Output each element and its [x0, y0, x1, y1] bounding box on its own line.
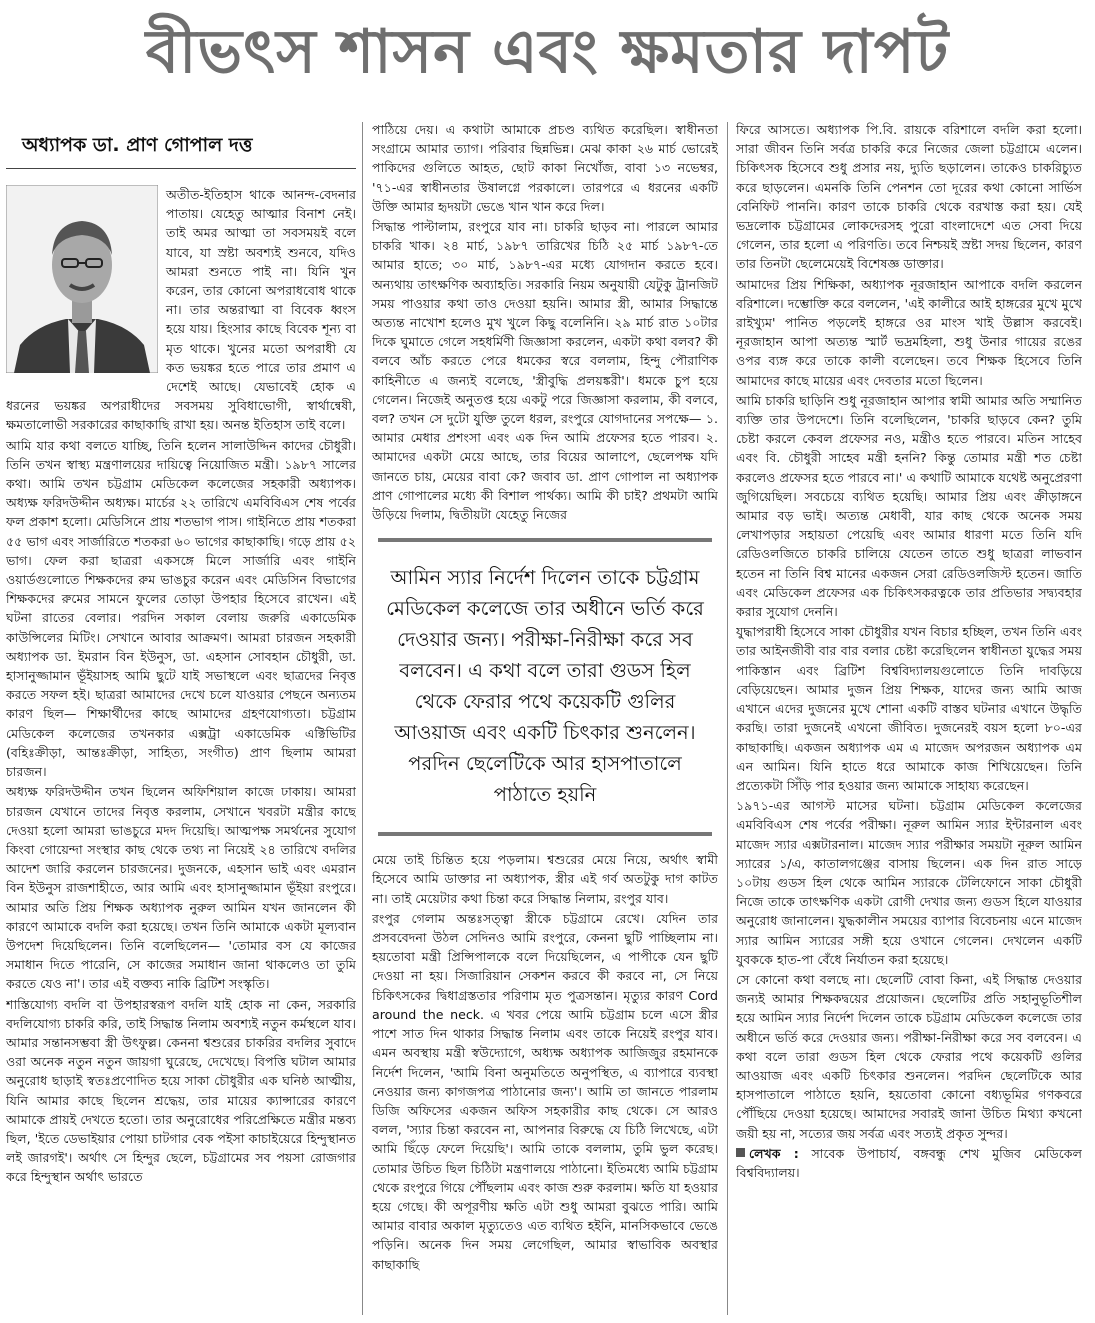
- column-divider: [362, 122, 363, 1315]
- author-photo: [6, 185, 158, 373]
- paragraph: শাস্তিযোগ্য বদলি বা উপহারস্বরূপ বদলি যাই হোক না কেন, সরকারি বদলিযোগ্য চাকরি করি, তাই সিদ্ধান্ত নিলাম অবশ্যই নতুন কর্মস্থলে যাব। আমার সন্তানসম্ভবা স্ত্রী উৎফুল্ল। কেননা শ্বশুরের চাকরির বদলির সুবাদে ওরা অনেক নতুন নতুন জায়গা ঘুরেছে, দেখেছে। বিপত্তি ঘটাল আমার অনুরোধ ছাড়াই স্বতঃপ্রণোদিত হয়ে সাকা চৌধুরীর এক ঘনিষ্ঠ আত্মীয়, যিনি আমার কাছে ছিলেন শ্রদ্ধেয়, তার মায়ের ক্যান্সারের কারণে আমাকে প্রায়ই দেখতে হতো। তার অনুরোধের পরিপ্রেক্ষিতে মন্ত্রীর মন্তব্য ছিল, 'ইতে ডেভাইয়ার পোয়া চাটগার বেক পইসা কাচাইয়েরে হিন্দুস্থানত লই জারগই'। অর্থাৎ সে হিন্দুর ছেলে, চট্টগ্রামের সব পয়সা রোজগার করে হিন্দুস্থান অর্থাৎ ভারতে: [6, 996, 356, 1185]
- article-column-3: [736, 120, 1082, 1315]
- article-column-2: [372, 120, 718, 1315]
- paragraph: ১৯৭১-এর আগস্ট মাসের ঘটনা। চট্টগ্রাম মেডিকেল কলেজের এমবিবিএস শেষ পর্বের পরীক্ষা। নূরুল আমিন স্যার ইন্টারনাল এবং মাজেদ স্যার এক্সটারনাল। মাজেদ স্যার পরীক্ষার সময়টা নূরুল আমিন স্যারের ১/এ, কাতালগঞ্জের বাসায় ছিলেন। এক দিন রাত সাড়ে ১০টায় গুডস হিল থেকে আমিন স্যারকে টেলিফোনে সাকা চৌধুরী নিজে তাকে তাৎক্ষণিক একটা রোগী দেখার জন্য গুডস হিলে যাওয়ার অনুরোধ জানালেন। যুদ্ধকালীন সময়ের ব্যাপার বিবেচনায় এনে মাজেদ স্যার আমিন স্যারের সঙ্গী হয়ে ওখানে গেলেন। দেখলেন একটি যুবককে হাত-পা বেঁধে নির্যাতন করা হয়েছে।: [736, 798, 1082, 967]
- column-divider: [727, 122, 728, 1315]
- square-bullet-icon: [736, 1148, 745, 1157]
- pull-quote: আমিন স্যার নির্দেশ দিলেন তাকে চট্টগ্রাম মেডিকেল কলেজে তার অধীনে ভর্তি করে দেওয়ার জন্য। পরীক্ষা-নিরীক্ষা করে সব বলবেন। এ কথা বলে তারা গুডস হিল থেকে ফেরার পথে কয়েকটি গুলির আওয়াজ এবং একটি চিৎকার শুনলেন। পরদিন ছেলেটিকে আর হাসপাতালে পাঠাতে হয়নি: [378, 538, 712, 836]
- paragraph: আমি চাকরি ছাড়িনি শুধু নূরজাহান আপার স্বামী আমার অতি সম্মানিত ব্যক্তি তার উপদেশে। তিনি বলেছিলেন, 'চাকরি ছাড়বে কেন? তুমি চেষ্টা করলে কেবল প্রফেসর নও, মন্ত্রীও হতে পারবে। মতিন সাহেব এবং বি. চৌধুরী সাহেব মন্ত্রী হননি? কিন্তু তোমার মন্ত্রী শত চেষ্টা করলেও প্রফেসর হতে পারবে না।' এ কথাটি আমাকে যথেষ্ট অনুপ্রেরণা জুগিয়েছিল। সবচেয়ে ব্যথিত হয়েছি। আমার প্রিয় এবং ক্রীড়াঙ্গনে আমার বড় ভাই। অত্যন্ত মেধাবী, যার কাছ থেকে অনেক সময় লেখাপড়ার সহায়তা পেয়েছি এবং আমার ধারণা মতে তিনি যদি রেডিওলজিতে চাকরি চালিয়ে যেতেন তাতে শুধু ছাত্ররা লাভবান হতেন না তিনি বিশ্ব মানের একজন সেরা রেডিওলজিস্ট হতেন। জাতি এবং মেডিকেল প্রফেসর এক চিকিৎসকরত্নকে তার প্রতিভার সদ্ব্যবহার করার সুযোগ দেননি।: [736, 392, 1082, 620]
- paragraph: অধ্যক্ষ ফরিদউদ্দীন তখন ছিলেন অফিশিয়াল কাজে ঢাকায়। আমরা চারজন যেখানে তাদের নিবৃত্ত করলাম, সেখানে খবরটা মন্ত্রীর কাছে দেওয়া হলো আমরা ভাঙচুরে মদদ দিয়েছি। আত্মপক্ষ সমর্থনের সুযোগ কিংবা গোয়েন্দা সংস্থার কাছ থেকে তথ্য না নিয়েই ২৪ তারিখে বদলির আদেশ জারি করলেন চারজনের। দুজনকে, এহসান ভাই এবং এমরান বিন ইউনুস রাজশাহীতে, আর আমি এবং হাসানুজ্জামান ভূঁইয়া রংপুরে। আমার অতি প্রিয় শিক্ষক অধ্যাপক নুরুল আমিন যখন জানলেন কী কারণে আমাকে বদলি করা হয়েছে। তখন তিনি আমাকে একটা মূল্যবান উপদেশ দিয়েছিলেন। তিনি বলেছিলেন— 'তোমার বস যে কাজের সমাধান দিতে পারেনি, সে কাজের সমাধান জানা থাকলেও তা তুমি করতে যেও না'। তার এই বক্তব্য নাকি ব্রিটিশ সংস্কৃতি।: [6, 784, 356, 992]
- headline: বীভৎস শাসন এবং ক্ষমতার দাপট: [145, 17, 950, 87]
- paragraph: আমাদের প্রিয় শিক্ষিকা, অধ্যাপক নূরজাহান আপাকে বদলি করলেন বরিশালে। দম্ভোক্তি করে বললেন, 'এই কালীরে আই হাঙ্গরের মুখে মুখে রাইখ্যুম' পানিত পড়লেই হাঙ্গরে ওর মাংস খাই উল্লাস করবেই। নূরজাহান আপা অত্যন্ত স্মার্ট ভদ্রমহিলা, শুধু উনার গায়ের রঙের ওপর ব্যঙ্গ করে তাকে কালী বলেছেন। তবে শিক্ষক হিসেবে তিনি আমাদের কাছে মায়ের এবং দেবতার মতো ছিলেন।: [736, 276, 1082, 388]
- paragraph: মেয়ে তাই চিন্তিত হয়ে পড়লাম। শ্বশুরের মেয়ে নিয়ে, অর্থাৎ স্বামী হিসেবে আমি ডাক্তার না অধ্যাপক, স্ত্রীর এই গর্ব অতটুকু দাগ কাটত না। তাই মেয়েটার কথা চিন্তা করে সিদ্ধান্ত নিলাম, রংপুর যাব।: [372, 852, 718, 906]
- author-note-label: লেখক :: [749, 1145, 799, 1161]
- paragraph: পাঠিয়ে দেয়। এ কথাটা আমাকে প্রচণ্ড ব্যথিত করেছিল। স্বাধীনতা সংগ্রামে আমার ত্যাগ। পরিবার ছিন্নভিন্ন। মেঝ কাকা ২৬ মার্চ ভোরেই পাকিদের গুলিতে আহত, ছোট কাকা নিখোঁজ, বাবা ১৩ নভেম্বর, '৭১-এর স্বাধীনতার উষালগ্নে পরকালে। তারপরে এ ধরনের একটি উক্তি আমার হৃদয়টা ভেঙে খান খান করে দিল।: [372, 122, 718, 214]
- article-column-1: [6, 120, 356, 1315]
- author-note-text: সাবেক উপাচার্য, বঙ্গবন্ধু শেখ মুজিব মেডিকেল বিশ্ববিদ্যালয়।: [736, 1145, 1082, 1180]
- paragraph: রংপুর গেলাম অন্তঃসত্ত্বা স্ত্রীকে চট্টগ্রামে রেখে। যেদিন তার প্রসববেদনা উঠল সেদিনও আমি রংপুরে, কেননা ছুটি পাচ্ছিলাম না। হয়তোবা মন্ত্রী প্রিন্সিপালকে বলে দিয়েছিলেন, এ পাপীকে যেন ছুটি দেওয়া না হয়। সিজারিয়ান সেকশন করবে কী করবে না, সে নিয়ে চিকিৎসকের দ্বিধাগ্রস্ততার পরিণাম মৃত পুত্রসন্তান। মৃত্যুর কারণ Cord around the neck. এ খবর পেয়ে আমি চট্টগ্রাম চলে এসে স্ত্রীর পাশে সাত দিন থাকার সিদ্ধান্ত নিলাম এবং তাকে নিয়েই রংপুর যাব। এমন অবস্থায় মন্ত্রী স্বউদ্যোগে, অধ্যক্ষ অধ্যাপক আজিজুর রহমানকে নির্দেশ দিলেন, 'আমি বিনা অনুমতিতে অনুপস্থিত, এ ব্যাপারে ব্যবস্থা নেওয়ার জন্য কাগজপত্র পাঠানোর জন্য'। আমি তা জানতে পারলাম ডিজি অফিসের একজন অফিস সহকারীর কাছ থেকে। সে আরও বলল, 'স্যার চিন্তা করবেন না, আপনার বিরুদ্ধে যে চিঠি লিখেছে, এটা আমি ছিঁড়ে ফেলে দিয়েছি'। আমি তাকে বললাম, তুমি ভুল করেছ। তোমার উচিত ছিল চিঠিটা মন্ত্রণালয়ে পাঠানো। ইতিমধ্যে আমি চট্টগ্রাম থেকে রংপুরে গিয়ে পৌঁছলাম এবং কাজ শুরু করলাম। ক্ষতি যা হওয়ার হয়ে গেছে। কী অপূরণীয় ক্ষতি এটা শুধু আমরা বুঝতে পারি। আমি আমার বাবার অকাল মৃত্যুতেও এত ব্যথিত হইনি, মানসিকভাবে ভেঙে পড়িনি। অনেক দিন সময় লেগেছিল, আমার স্বাভাবিক অবস্থার কাছাকাছি: [372, 910, 718, 1272]
- paragraph: আমি যার কথা বলতে যাচ্ছি, তিনি হলেন সালাউদ্দিন কাদের চৌধুরী। তিনি তখন স্বাস্থ্য মন্ত্রণালয়ের দায়িত্বে নিয়োজিত মন্ত্রী। ১৯৮৭ সালের কথা। আমি তখন চট্টগ্রাম মেডিকেল কলেজের সহকারী অধ্যাপক। অধ্যক্ষ ফরিদউদ্দীন অধ্যক্ষ। মার্চের ২২ তারিখে এমবিবিএস শেষ পর্বের ফল প্রকাশ হলো। মেডিসিনে প্রায় শতভাগ পাস। গাইনিতে প্রায় শতকরা ৫৫ ভাগ এবং সার্জারিতে শতকরা ৬০ ভাগের কাছাকাছি। গড়ে প্রায় ৫২ ভাগ। ফেল করা ছাত্ররা একসঙ্গে মিলে সার্জারি এবং গাইনি ওয়ার্ডগুলোতে শিক্ষকদের রুম ভাঙচুর করেন এবং মেডিসিন বিভাগের শিক্ষকদের রুমের সামনে ফুলের তোড়া উপহার হিসেবে রাখেন। এই ঘটনা রাতের বেলার। পরদিন সকাল বেলায় জরুরি একাডেমিক কাউন্সিলের মিটিং। সেখানে আবার আক্রমণ। আমরা চারজন সহকারী অধ্যাপক ডা. ইমরান বিন ইউনুস, ডা. এহসান সোবহান চৌধুরী, ডা. হাসানুজ্জামান ভূঁইয়াসহ আমি ছুটে যাই সভাস্থলে এবং ছাত্রদের নিবৃত্ত করতে সফল হই। ছাত্ররা আমাদের দেখে চলে যাওয়ার পেছনে অন্যতম কারণ ছিল— শিক্ষার্থীদের কাছে আমাদের গ্রহণযোগ্যতা। চট্টগ্রাম মেডিকেল কলেজের তখনকার এক্সট্রা একাডেমিক এক্টিভিটির (বহিঃক্রীড়া, আন্তঃক্রীড়া, সাহিত্য, সংগীত) প্রাণ ছিলাম আমরা চারজন।: [6, 437, 356, 780]
- paragraph: সিদ্ধান্ত পাল্টালাম, রংপুরে যাব না। চাকরি ছাড়ব না। পারলে আমার চাকরি খাক। ২৪ মার্চ, ১৯৮৭ তারিখের চিঠি ২৫ মার্চ ১৯৮৭-তে আমার হাতে; ৩০ মার্চ, ১৯৮৭-এর মধ্যে যোগদান করতে হবে। অন্যথায় তাৎক্ষণিক অব্যাহতি। সরকারি নিয়ম অনুযায়ী যেটুকু ট্রানজিট সময় পাওয়ার কথা তাও দেওয়া হয়নি। আমার স্ত্রী, আমার সিদ্ধান্তে অত্যন্ত নাখোশ হলেও মুখ খুলে কিছু বলেনিনি। ২৯ মার্চ রাত ১০টার দিকে ঘুমাতে গেলে সহধর্মিণী জিজ্ঞাসা করলেন, একটা কথা বলব? কী বলবে আঁচ করতে পেরে ধমকের স্বরে বললাম, হিন্দু পৌরাণিক কাহিনীতে এ জন্যই বলেছে, 'স্ত্রীবুদ্ধি প্রলয়ঙ্করী'। ধমকে চুপ হয়ে গেলেন। নিজেই অনুতপ্ত হয়ে একটু পরে জিজ্ঞাসা করলাম, কী বলবে, বল? তখন সে দুটো যুক্তি তুলে ধরল, রংপুরে যোগদানের সপক্ষে— ১. আমার মেধার প্রশংসা এবং এক দিন আমি প্রফেসর হতে পারব। ২. আমাদের একটা মেয়ে আছে, তার বিয়ের আলাপে, ছেলেপক্ষ যদি জানতে চায়, মেয়ের বাবা কে? জবাব ডা. প্রাণ গোপাল না অধ্যাপক প্রাণ গোপালের মধ্যে কী বিশাল পার্থক্য। আমি কী চাই? প্রথমটা আমি উড়িয়ে দিলাম, দ্বিতীয়টা যেহেতু নিজের: [372, 219, 718, 523]
- byline: অধ্যাপক ডা. প্রাণ গোপাল দত্ত: [22, 134, 253, 156]
- paragraph: যুদ্ধাপরাধী হিসেবে সাকা চৌধুরীর যখন বিচার হচ্ছিল, তখন তিনি এবং তার আইনজীবী বার বার বলার চেষ্টা করেছিলেন স্বাধীনতা যুদ্ধের সময় পাকিস্তান এবং ব্রিটিশ বিশ্ববিদ্যালয়গুলোতে তিনি দাবড়িয়ে বেড়িয়েছেন। আমার দুজন প্রিয় শিক্ষক, যাদের জন্য আমি আজ এখানে এদের দুজনের মুখে শোনা একটি বাস্তব ঘটনার এখানে উদ্ধৃতি করছি। তারা দুজনেই এখনো জীবিত। দুজনেরই বয়স হলো ৮০-এর কাছাকাছি। একজন অধ্যাপক এম এ মাজেদ অপরজন অধ্যাপক এম এন আমিন। যিনি হাতে ধরে আমাকে কাজ শিখিয়েছেন। তিনি প্রত্যেকটা সিঁড়ি পার হওয়ার জন্য আমাকে সাহায্য করেছেন।: [736, 624, 1082, 793]
- paragraph: ফিরে আসতে। অধ্যাপক পি.বি. রায়কে বরিশালে বদলি করা হলো। সারা জীবন তিনি সর্বত্র চাকরি করে নিজের জেলা চট্টগ্রামে এলেন। চিকিৎসক হিসেবে শুধু প্রসার নয়, দ্যুতি ছড়ালেন। তাকেও চাকরিচ্যুত করে ছাড়লেন। এমনকি তিনি পেনশন তো দূরের কথা কোনো সার্ভিস বেনিফিট পাননি। কারণ তাকে চাকরি থেকে বরখাস্ত করা হয়। যেই ভদ্রলোক চট্টগ্রামের লোকদেরসহ পুরো বাংলাদেশে এত সেবা দিয়ে গেলেন, তার হলো এ পরিণতি। তবে নিশ্চয়ই স্রষ্টা সদয় ছিলেন, কারণ তার তিনটা ছেলেমেয়েই বিশেষজ্ঞ ডাক্তার।: [736, 122, 1082, 272]
- paragraph: সে কোনো কথা বলছে না। ছেলেটি বোবা কিনা, এই সিদ্ধান্ত দেওয়ার জন্যই আমার শিক্ষকদ্বয়ের প্রয়োজন। ছেলেটির প্রতি সহানুভূতিশীল হয়ে আমিন স্যার নির্দেশ দিলেন তাকে চট্টগ্রাম মেডিকেল কলেজে তার অধীনে ভর্তি করে দেওয়ার জন্য। পরীক্ষা-নিরীক্ষা করে সব বলবেন। এ কথা বলে তারা গুডস হিল থেকে ফেরার পথে কয়েকটি গুলির আওয়াজ এবং একটি চিৎকার শুনলেন। পরদিন ছেলেটিকে আর হাসপাতালে পাঠাতে হয়নি, হয়তোবা কোনো বধ্যভূমির গণকবরে পৌঁছিয়ে দেওয়া হয়েছে। আমাদের সবারই জানা উচিত মিথ্যা কখনো জয়ী হয় না, সত্যের জয় সর্বত্র এবং সত্যই প্রকৃত সুন্দর।: [736, 971, 1082, 1141]
- author-note: [736, 1144, 1082, 1182]
- byline-rule: [6, 168, 356, 169]
- paragraph: অতীত-ইতিহাস থাকে আনন্দ-বেদনার পাতায়। যেহেতু আত্মার বিনাশ নেই। তাই অমর আত্মা তা সবসময়ই বলে যাবে, যা স্রষ্টা অবশ্যই শুনবে, যদিও আমরা শুনতে পাই না। যিনি খুন করেন, তার কোনো অপরাধবোধ থাকে না। তার অন্তরাত্মা বা বিবেক ধ্বংস হয়ে যায়। হিংসার কাছে বিবেক শূন্য বা মৃত থাকে। খুনের মতো অপরাধী যে কত ভয়ঙ্কর হতে পারে তার প্রমাণ এ দেশেই আছে। যেভাবেই হোক এ ধরনের ভয়ঙ্কর অপরাধীদের সবসময় সুবিধাভোগী, স্বার্থান্বেষী, ক্ষমতালোভী সরকারের কাছাকাছি রাখা হয়। অনন্ত ইতিহাস তাই বলে।: [6, 187, 356, 433]
